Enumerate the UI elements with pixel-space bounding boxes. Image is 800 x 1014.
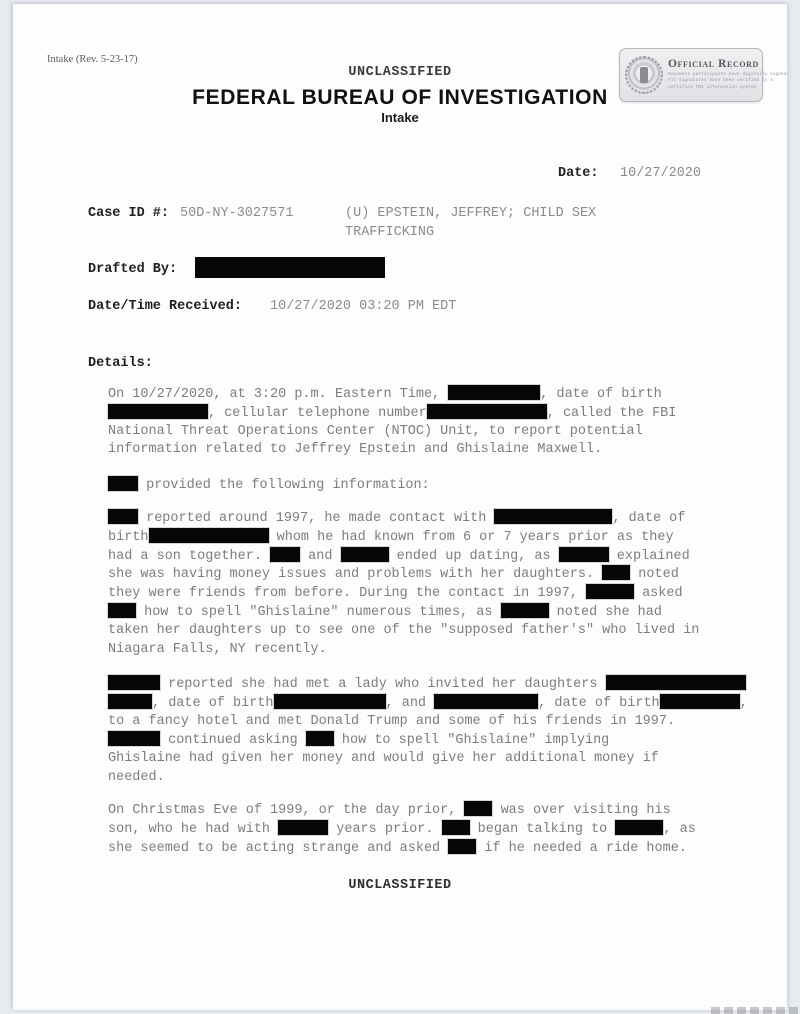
text-segment: , [739,695,748,711]
text-segment: continued asking [160,733,306,749]
redaction-bar [602,565,630,580]
text-segment: began talking to [469,821,616,837]
classification-banner-bottom: UNCLASSIFIED [348,878,452,893]
text-line [108,509,699,528]
details-label: Details: [88,356,153,371]
text-line [108,694,748,713]
form-revision-note: Intake (Rev. 5-23-17) [47,54,138,65]
text-segment: to a fancy hotel and met Donald Trump and some of his friends in 1997. [108,713,676,729]
paragraph [108,801,696,857]
text-segment: how to spell "Ghislaine" implying [333,733,610,749]
redaction-bar [427,404,547,419]
text-line [108,641,699,660]
text-line [108,801,696,820]
text-line [108,622,699,641]
text-segment: Niagara Falls, NY recently. [108,641,327,657]
text-line [108,603,699,622]
paragraph [108,509,699,659]
text-segment: if he needed a ride home. [476,840,687,856]
text-segment: whom he had known from 6 or 7 years prior as they [268,529,674,545]
agency-title: FEDERAL BUREAU OF INVESTIGATION [192,86,608,109]
text-line [108,750,748,769]
text-segment: birth [108,529,149,545]
redaction-bar [501,603,549,618]
text-segment: was over visiting his [492,803,671,818]
text-segment: provided the following information: [138,478,430,493]
text-segment: Ghislaine had given her money and would give her additional money if [108,751,659,767]
text-line [108,731,748,750]
text-segment: asked [633,586,683,602]
case-title-line1: (U) EPSTEIN, JEFFREY; CHILD SEX [345,206,597,221]
text-segment: noted [630,567,679,583]
text-line [108,404,676,423]
text-segment: On Christmas Eve of 1999, or the day prior, [108,803,465,818]
official-record-stamp [619,48,790,102]
classification-banner-top: UNCLASSIFIED [348,65,452,80]
text-segment: , date of birth [538,695,660,711]
redaction-bar [108,731,160,746]
text-segment: had a son together. [108,548,271,564]
text-line [108,565,699,584]
text-segment: reported around 1997, he made contact with [138,511,495,526]
text-segment: how to spell "Ghislaine" numerous times, as [136,604,501,620]
text-segment: taken her daughters up to see one of the "supposed father's" who lived in [108,622,700,638]
text-segment: information related to Jeffrey Epstein and Ghislaine Maxwell. [108,442,603,458]
fbi-seal-icon [625,56,663,94]
case-title-line2: TRAFFICKING [345,225,435,240]
text-line [108,839,696,858]
text-line [108,675,748,694]
text-segment: , cellular telephone number [208,405,427,421]
stamp-fine-print-line1: Document participants have digitally signed. [668,71,790,77]
text-line [108,528,699,547]
text-segment: , called the FBI [546,405,677,421]
text-line [108,713,748,732]
text-segment: , and [385,695,435,711]
datetime-received-value: 10/27/2020 03:20 PM EDT [270,299,457,314]
stamp-fine-print-line2: All signatures have been verified by a [668,78,773,84]
datetime-received-label: Date/Time Received: [88,299,242,314]
text-segment: and [300,548,341,564]
redaction-bar [494,509,612,524]
redaction-bar [274,694,386,709]
cropped-bates-fragment [711,1007,800,1014]
text-segment: they were friends from before. During the contact in 1997, [108,586,586,602]
date-label: Date: [558,166,599,181]
redaction-bar [434,694,538,709]
text-line [108,769,748,788]
redaction-bar [615,820,663,835]
redaction-bar [306,731,334,746]
redaction-bar [606,675,746,690]
redaction-bar [559,547,609,562]
redaction-bar [464,801,492,816]
redaction-bar [270,547,300,562]
stamp-fine-print-line3: certified FBI information system. [668,85,759,91]
redaction-bar [278,820,328,835]
case-id-label: Case ID #: [88,206,170,221]
redaction-bar [108,509,138,524]
form-name: Intake [381,110,419,125]
redaction-bar [108,476,138,491]
redaction-bar [108,404,208,419]
text-line [108,547,699,566]
redaction-bar [108,675,160,690]
text-segment: reported she had met a lady who invited her daughters [160,677,606,692]
stamp-title: Official Record [668,57,759,70]
text-segment: On 10/27/2020, at 3:20 p.m. Eastern Time, [108,387,449,402]
redaction-bar [341,547,389,562]
text-segment: noted she had [548,604,662,620]
redaction-bar [448,385,540,400]
date-value: 10/27/2020 [620,166,702,181]
paragraph [108,385,676,460]
paragraph [108,675,748,788]
text-segment: she was having money issues and problems with her daughters. [108,567,603,583]
text-line [108,441,676,460]
drafted-by-redaction [195,257,385,278]
redaction-bar [108,694,152,709]
text-segment: , as [663,821,696,837]
text-line [108,820,696,839]
case-id-value: 50D-NY-3027571 [180,206,294,221]
paragraph [108,476,430,495]
redaction-bar [149,528,269,543]
text-segment: she seemed to be acting strange and asked [108,840,449,856]
redaction-bar [660,694,740,709]
text-segment: ended up dating, as [388,548,559,564]
text-line [108,423,676,442]
text-segment: National Threat Operations Center (NTOC) Unit, to report potential [108,423,643,439]
text-line [108,385,676,404]
text-line [108,476,430,495]
text-segment: , date of birth [152,695,274,711]
text-segment: needed. [108,769,165,785]
text-line [108,584,699,603]
text-segment: years prior. [328,821,442,837]
redaction-bar [448,839,476,854]
redaction-bar [586,584,634,599]
document-page [13,4,790,1010]
redaction-bar [442,820,470,835]
text-segment: , date of birth [540,387,662,402]
text-segment: son, who he had with [108,821,279,837]
drafted-by-label: Drafted By: [88,262,178,277]
text-segment: explained [608,548,690,564]
redaction-bar [108,603,136,618]
text-segment: , date of [612,511,686,526]
